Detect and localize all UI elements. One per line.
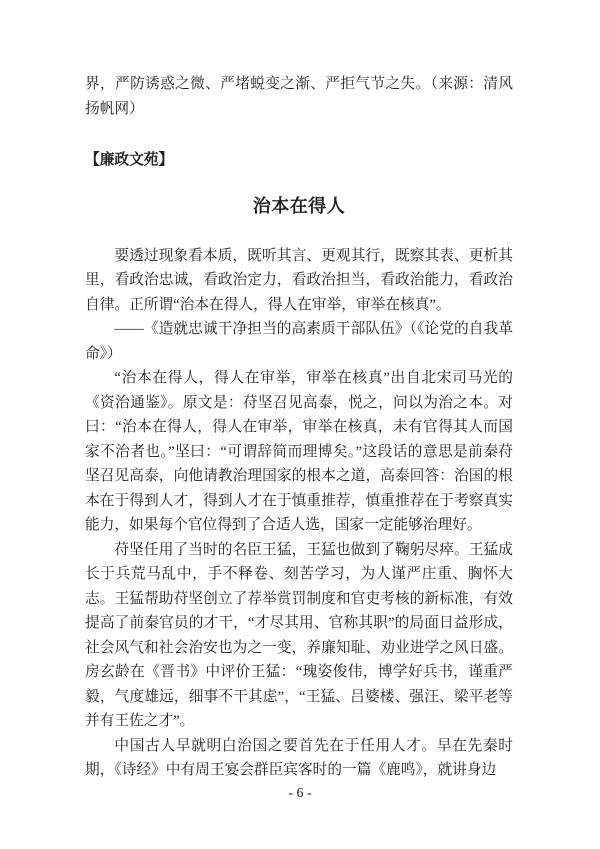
article-paragraph: “治本在得人，得人在审举，审举在核真”出自北宋司马光的《资治通鉴》。原文是：苻坚召见高泰，悦之，问以为治之本。对曰：“治本在得人，得人在审举，审举在核真，未有官得其人而国家不治者也。”坚曰：“可谓辞简而理博矣。”这段话的意思是前秦苻坚召见高泰，向他请教治理国家的根本之道，高泰回答：治国的根本在于得到人才，得到人才在于慎重推荐，慎重推荐在于考察真实能力，如果每个官位得到了合适人选，国家一定能够治理好。 — [85, 370, 513, 533]
article-paragraph: 苻坚任用了当时的名臣王猛，王猛也做到了鞠躬尽瘁。王猛成长于兵荒马乱中，手不释卷、刻苦学习，为人谨严庄重、胸怀大志。王猛帮助苻坚创立了荐举赏罚制度和官吏考核的新标准，有效提高了前秦官员的才干，“才尽其用、官称其职”的局面日益形成，社会风气和社会治安也为之一变，养廉知耻、劝业进学之风日盛。房玄龄在《晋书》中评价王猛：“瑰姿俊伟，博学好兵书，谨重严毅，气度雄远，细事不干其虑”，“王猛、吕婆楼、强汪、梁平老等并有王佐之才”。 — [85, 541, 513, 729]
article-paragraph: 要透过现象看本质，既听其言、更观其行，既察其表、更析其里，看政治忠诚，看政治定力，看政治担当，看政治能力，看政治自律。正所谓“治本在得人，得人在审举，审举在核真”。 — [85, 247, 513, 313]
article-paragraph: ——《造就忠诚干净担当的高素质干部队伍》（《论党的自我革命》） — [85, 321, 513, 362]
continuation-paragraph: 界，严防诱惑之微、严堵蜕变之渐、严拒气节之失。（来源：清风扬帆网） — [85, 76, 513, 117]
page-number: - 6 - — [288, 786, 312, 801]
section-header: 【廉政文苑】 — [85, 152, 174, 168]
article-title: 治本在得人 — [252, 195, 346, 216]
article-paragraph: 中国古人早就明白治国之要首先在于任用人才。早在先秦时期，《诗经》中有周王宴会群臣宾客时的一篇《鹿鸣》，就讲身边 — [85, 737, 513, 778]
page-content — [85, 72, 513, 783]
article-body — [85, 244, 513, 783]
